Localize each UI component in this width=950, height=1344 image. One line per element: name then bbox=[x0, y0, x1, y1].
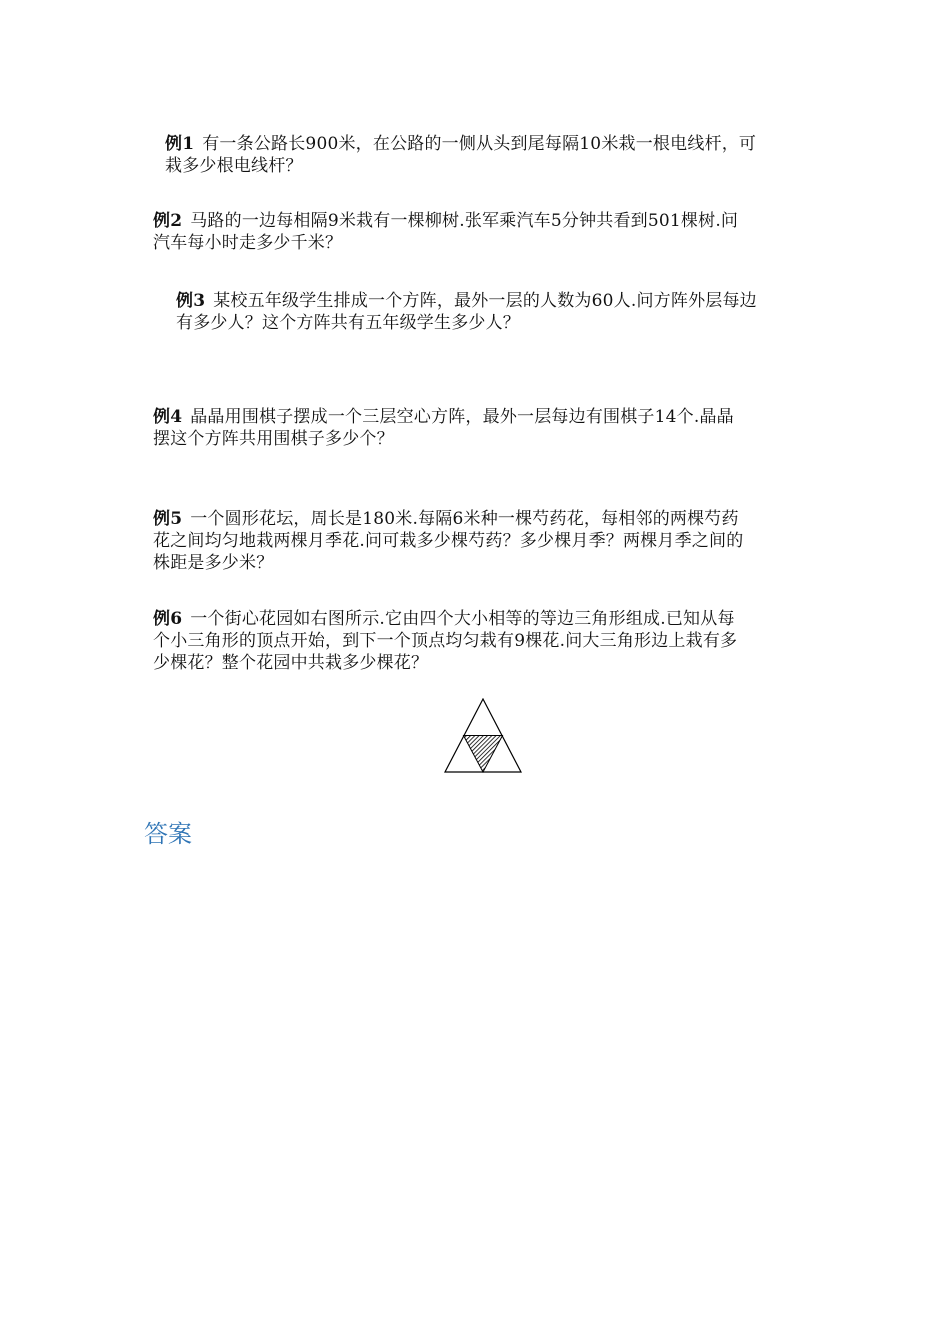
problem-3 bbox=[176, 290, 757, 334]
problem-5-line-1: 一个圆形花坛，周长是180米.每隔6米种一棵芍药花，每相邻的两棵芍药 bbox=[190, 509, 739, 529]
problem-3-line-2: 有多少人？这个方阵共有五年级学生多少人？ bbox=[176, 313, 520, 333]
problem-4-line-2: 摆这个方阵共用围棋子多少个？ bbox=[153, 429, 394, 449]
problem-5-label: 例5 bbox=[153, 509, 183, 529]
problem-5-line-2: 花之间均匀地栽两棵月季花.问可栽多少棵芍药？多少棵月季？两棵月季之间的 bbox=[153, 531, 744, 551]
problem-6 bbox=[153, 608, 737, 674]
problem-6-line-2: 个小三角形的顶点开始，到下一个顶点均匀栽有9棵花.问大三角形边上栽有多 bbox=[153, 631, 738, 651]
problem-6-line-3: 少棵花？整个花园中共栽多少棵花？ bbox=[153, 653, 429, 673]
problem-4-line-1: 晶晶用围棋子摆成一个三层空心方阵，最外一层每边有围棋子14个.晶晶 bbox=[190, 407, 734, 427]
triangle-garden-diagram-icon bbox=[444, 698, 522, 773]
problem-4-label: 例4 bbox=[153, 407, 183, 427]
problem-4 bbox=[153, 406, 734, 450]
problem-2-line-1: 马路的一边每相隔9米栽有一棵柳树.张军乘汽车5分钟共看到501棵树.问 bbox=[190, 211, 739, 231]
problem-2 bbox=[153, 210, 738, 254]
problem-1-line-1: 有一条公路长900米，在公路的一侧从头到尾每隔10米栽一根电线杆，可 bbox=[202, 134, 757, 154]
problem-3-label: 例3 bbox=[176, 291, 206, 311]
answer-heading: 答案 bbox=[144, 820, 192, 848]
problem-2-line-2: 汽车每小时走多少千米？ bbox=[153, 233, 343, 253]
problem-1 bbox=[165, 133, 756, 177]
problem-3-line-1: 某校五年级学生排成一个方阵，最外一层的人数为60人.问方阵外层每边 bbox=[213, 291, 757, 311]
problem-1-line-2: 栽多少根电线杆？ bbox=[165, 156, 303, 176]
problem-2-label: 例2 bbox=[153, 211, 183, 231]
problem-1-label: 例1 bbox=[165, 134, 195, 154]
problem-6-line-1: 一个街心花园如右图所示.它由四个大小相等的等边三角形组成.已知从每 bbox=[190, 609, 735, 629]
problem-5-line-3: 株距是多少米？ bbox=[153, 553, 274, 573]
problem-5 bbox=[153, 508, 743, 574]
center-triangle bbox=[464, 736, 503, 773]
problem-6-label: 例6 bbox=[153, 609, 183, 629]
